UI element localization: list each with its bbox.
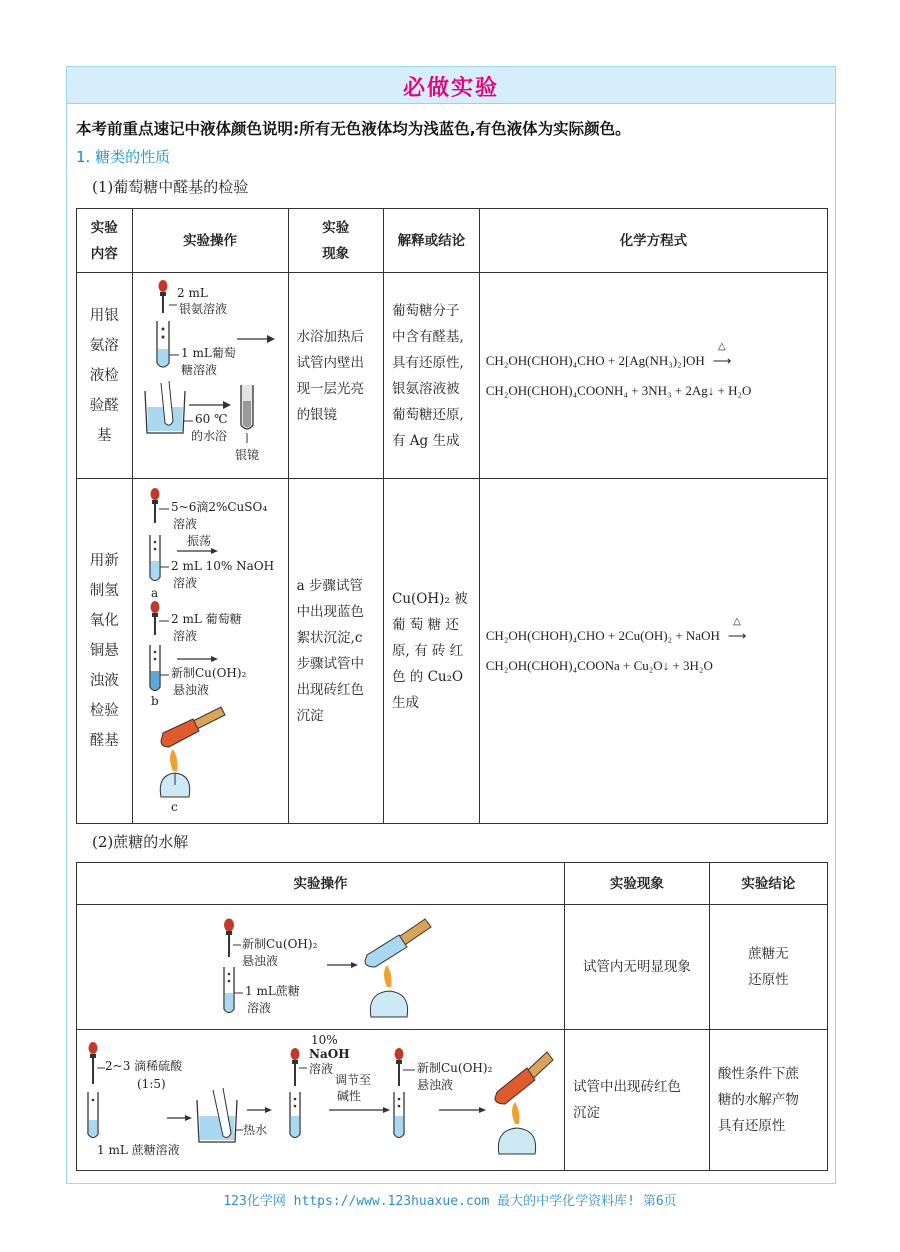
row2-phenomenon: [288, 479, 383, 824]
test-tube-icon: [224, 967, 234, 1013]
test-tube-icon: [394, 1092, 404, 1138]
diagram-label: (1:5): [137, 1077, 166, 1091]
diagram-label: 碱性: [337, 1089, 362, 1103]
step-label: b: [150, 694, 159, 708]
header-text: 实验: [90, 219, 118, 236]
diagram-label: 新制Cu(OH)₂: [170, 666, 246, 680]
equation-products: CH₂OH(CHOH)₄COONH₄ + 3NH₃ + 2Ag↓ + H₂O: [485, 382, 752, 398]
table-row: [77, 905, 828, 1030]
phenomenon-line: 的银镜: [296, 406, 338, 423]
phenomenon-line: 试管内壁出: [296, 354, 365, 371]
sucrose-hydrolysis-table: [76, 862, 828, 1171]
header-phenomenon: 实验现象: [565, 863, 710, 905]
alcohol-lamp-heating-icon: [495, 1052, 553, 1154]
phenomenon-line: 试管中出现砖红色: [573, 1079, 681, 1095]
heat-condition: △: [733, 616, 741, 627]
diagram-label: 新制Cu(OH)₂: [417, 1061, 493, 1075]
equation-line: [485, 616, 827, 651]
conclusion-line: 色 的 Cu₂O: [392, 669, 464, 685]
aldehyde-test-table: [76, 208, 828, 824]
conclusion-line: 中含有醛基,: [392, 328, 464, 345]
row1-conclusion: [384, 273, 480, 479]
conclusion-line: 蔗糖无: [748, 946, 789, 962]
dropper-icon: [89, 1042, 98, 1084]
dropper-icon: [150, 488, 159, 523]
diagram-label: 悬浊液: [242, 954, 279, 968]
row1-content: [77, 273, 133, 479]
sucrose-hydrolysis-apparatus: [77, 1030, 564, 1166]
diagram-label: 溶液: [172, 576, 197, 590]
sucrose-direct-test-apparatus: [77, 905, 564, 1025]
phenomenon-line: 沉淀: [573, 1105, 600, 1121]
content-line: 氧化: [89, 613, 119, 629]
conclusion-line: Cu(OH)₂ 被: [392, 591, 468, 607]
header-text: 实验: [322, 219, 350, 236]
content-line: 基: [97, 427, 112, 444]
diagram-label: NaOH: [309, 1047, 350, 1061]
conclusion-line: 有 Ag 生成: [392, 432, 460, 449]
conclusion-line: 生成: [392, 695, 419, 711]
diagram-label: 银氨溶液: [178, 302, 227, 316]
diagram-label: 银镜: [234, 448, 259, 462]
water-bath-icon: [197, 1088, 237, 1142]
phenomenon-line: a 步骤试管: [296, 578, 363, 594]
dropper-icon: [150, 601, 159, 635]
header-text: 现象: [322, 245, 350, 262]
diagram-label: 振荡: [186, 534, 211, 548]
copper-hydroxide-apparatus: [133, 479, 288, 819]
phenomenon-line: 沉淀: [296, 708, 324, 724]
dropper-icon: [224, 919, 234, 958]
content-line: 氨溶: [89, 337, 119, 354]
heat-condition: △: [718, 340, 726, 352]
phenomenon-line: 现一层光亮: [296, 380, 365, 397]
diagram-label: 2~3 滴稀硫酸: [105, 1059, 183, 1073]
reaction-arrow-icon: △ ⟶: [723, 621, 751, 651]
page-footer: 123化学网 https://www.123huaxue.com 最大的中学化学资料库! 第6页: [223, 1194, 677, 1209]
header-operation: 实验操作: [77, 863, 565, 905]
diagram-label: 1 mL蔗糖: [245, 984, 300, 998]
header-conclusion: 实验结论: [709, 863, 827, 905]
row2-content: [77, 479, 133, 824]
diagram-label: 热水: [243, 1123, 268, 1137]
diagram-label: 10%: [311, 1033, 338, 1047]
equation-products: CH₂OH(CHOH)₄COONa + Cu₂O↓ + 3H₂O: [485, 658, 713, 673]
diagram-label: 2 mL 10% NaOH: [170, 559, 274, 573]
step-label: c: [170, 800, 178, 814]
reaction-arrow-icon: △ ⟶: [708, 346, 736, 376]
subsection-1-title: (1)葡萄糖中醛基的检验: [92, 178, 249, 196]
header-text: 内容: [90, 245, 118, 262]
diagram-label: 1 mL 蔗糖溶液: [97, 1143, 180, 1157]
dropper-icon: [395, 1048, 404, 1086]
row1-phenomenon: [288, 273, 383, 479]
row1-equation: [479, 273, 827, 479]
row2-conclusion: [384, 479, 480, 824]
row2-operation-diagram: [132, 479, 288, 824]
content-line: 铜悬: [89, 643, 119, 659]
dropper-icon: [158, 280, 167, 313]
conclusion-line: 原, 有 砖 红: [392, 643, 464, 659]
test-tube-icon: [290, 1092, 300, 1138]
conclusion-line: 糖的水解产物: [717, 1092, 799, 1108]
conclusion-line: 葡 萄 糖 还: [392, 617, 459, 633]
content-line: 液检: [89, 367, 119, 384]
row1-conclusion: [709, 905, 827, 1030]
water-bath-icon: [145, 381, 185, 433]
phenomenon-line: 絮状沉淀,c: [296, 630, 363, 646]
diagram-label: 悬浊液: [417, 1078, 454, 1092]
diagram-label: 新制Cu(OH)₂: [242, 937, 318, 951]
content-line: 醛基: [89, 733, 119, 749]
conclusion-line: 葡萄糖分子: [392, 302, 460, 319]
conclusion-line: 具有还原性: [717, 1118, 786, 1134]
conclusion-line: 还原性: [748, 972, 789, 988]
content-line: 验醛: [89, 397, 119, 414]
phenomenon-line: 中出现蓝色: [296, 604, 365, 620]
liquid-color-note: 本考前重点速记中液体颜色说明:所有无色液体均为浅蓝色,有色液体为实际颜色。: [76, 120, 631, 138]
conclusion-line: 具有还原性,: [392, 354, 464, 371]
title-banner: [67, 67, 835, 104]
table-row: [77, 1030, 828, 1171]
header-equation: 化学方程式: [479, 209, 827, 273]
diagram-label: 2 mL: [176, 286, 208, 300]
equation-reactants: CH₂OH(CHOH)₄CHO + 2Cu(OH)₂ + NaOH: [485, 628, 720, 643]
header-operation: 实验操作: [132, 209, 288, 273]
diagram-label: 60 ℃: [194, 412, 228, 426]
table-row: [77, 273, 828, 479]
phenomenon-line: 水浴加热后: [296, 328, 365, 345]
content-line: 用银: [89, 307, 119, 324]
content-line: 浊液: [89, 673, 119, 689]
row2-equation: [479, 479, 827, 824]
diagram-label: 溶液: [309, 1062, 334, 1076]
diagram-label: 2 mL 葡萄糖: [170, 612, 242, 626]
table-row: [77, 479, 828, 824]
step-label: a: [150, 586, 158, 600]
content-line: 制氢: [89, 583, 119, 599]
subsection-2-title: (2)蔗糖的水解: [92, 833, 189, 851]
alcohol-lamp-heating-icon: [160, 707, 225, 797]
diagram-label: 调节至: [335, 1073, 372, 1087]
content-line: 检验: [89, 703, 119, 719]
test-tube-icon: [150, 535, 160, 581]
conclusion-line: 酸性条件下蔗: [717, 1066, 799, 1082]
row1-operation-diagram: [77, 905, 565, 1030]
header-phenomenon: [288, 209, 383, 273]
header-conclusion: 解释或结论: [384, 209, 480, 273]
section-heading: 1. 糖类的性质: [76, 148, 171, 166]
conclusion-line: 银氨溶液被: [392, 380, 460, 397]
diagram-label: 1 mL葡萄: [180, 346, 236, 360]
diagram-label: 溶液: [247, 1001, 272, 1015]
diagram-label: 溶液: [172, 517, 197, 531]
phenomenon-line: 步骤试管中: [296, 656, 365, 672]
equation-line: [485, 340, 827, 376]
diagram-label: 悬浊液: [172, 683, 209, 697]
row2-phenomenon: [565, 1030, 710, 1171]
diagram-label: 的水浴: [190, 429, 227, 443]
conclusion-line: 葡萄糖还原,: [392, 406, 464, 423]
diagram-label: 溶液: [172, 629, 197, 643]
test-tube-icon: [157, 321, 169, 367]
silver-mirror-apparatus: [133, 273, 288, 474]
table-header-row: [77, 209, 828, 273]
equation-reactants: CH₂OH(CHOH)₄CHO + 2[Ag(NH₃)₂]OH: [485, 352, 705, 368]
row2-operation-diagram: [77, 1030, 565, 1171]
header-content: [77, 209, 133, 273]
diagram-label: 糖溶液: [180, 363, 217, 377]
row1-operation-diagram: [132, 273, 288, 479]
row1-phenomenon: 试管内无明显现象: [565, 905, 710, 1030]
dropper-icon: [291, 1048, 300, 1086]
phenomenon-line: 出现砖红色: [296, 682, 365, 698]
test-tube-icon: [88, 1092, 98, 1138]
table-header-row: [77, 863, 828, 905]
row2-conclusion: [709, 1030, 827, 1171]
diagram-label: 5~6滴2%CuSO₄: [170, 500, 267, 514]
content-line: 用新: [89, 553, 119, 569]
silver-mirror-tube-icon: [241, 385, 253, 429]
alcohol-lamp-heating-icon: [365, 919, 431, 1017]
page-title: 必做实验: [402, 76, 499, 101]
test-tube-icon: [150, 645, 160, 691]
